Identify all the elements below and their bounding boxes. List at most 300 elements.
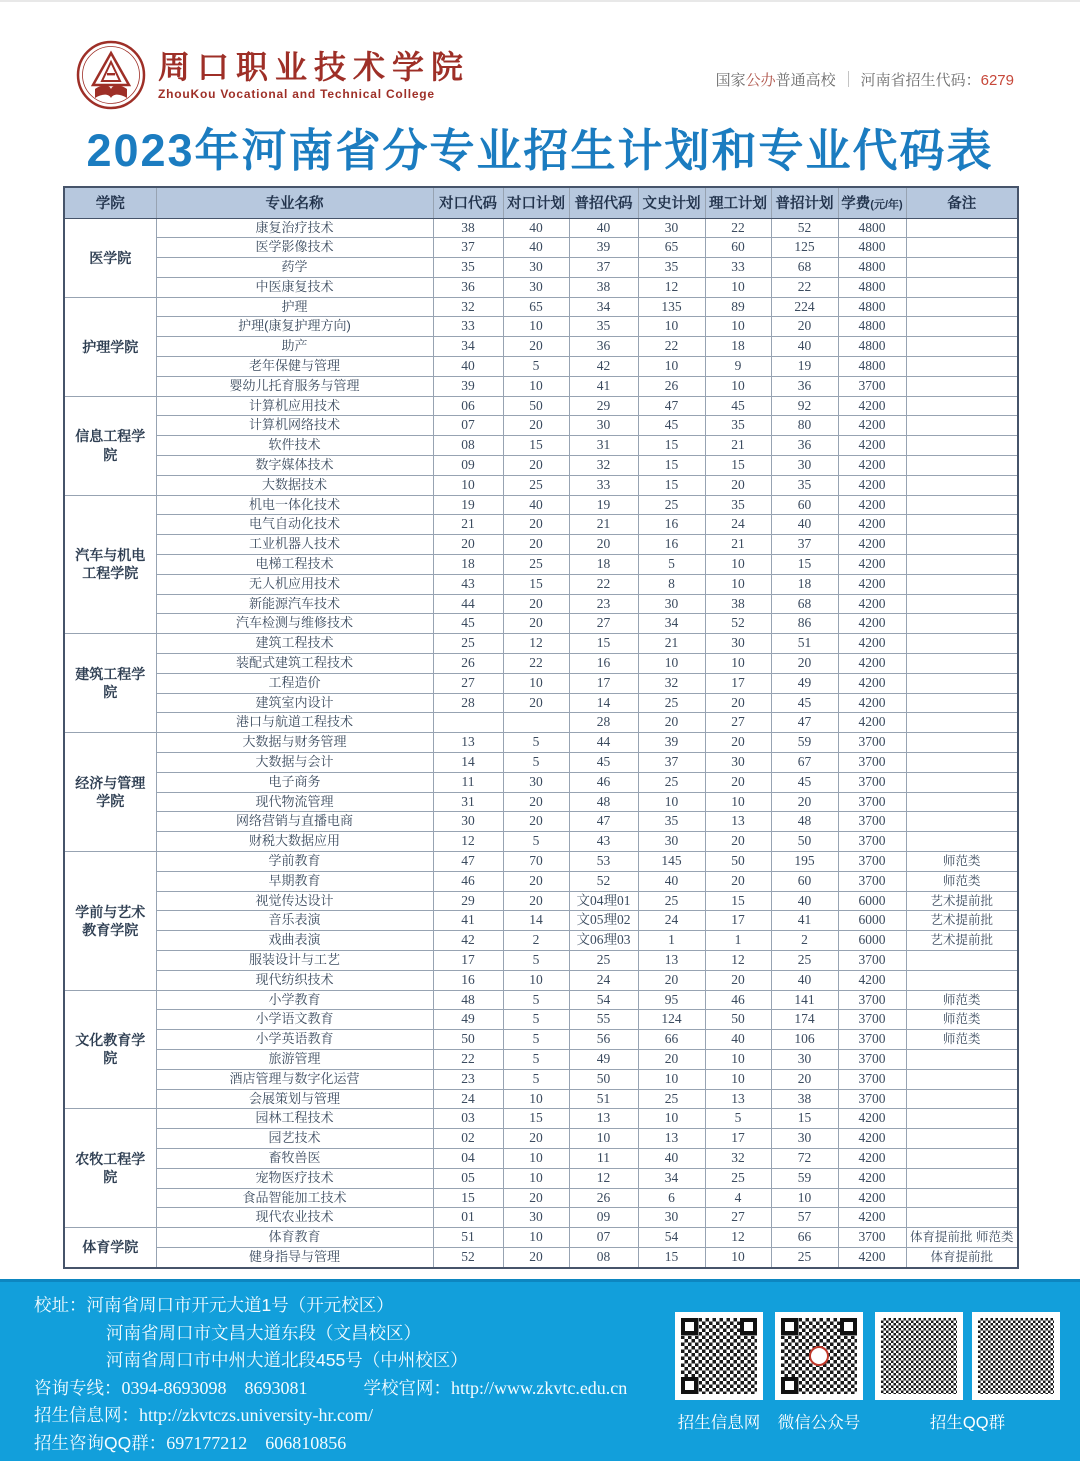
duikou-code: 07 <box>433 416 503 436</box>
wenshi-plan: 13 <box>638 1129 705 1149</box>
table-row <box>64 931 1018 951</box>
wenshi-plan: 30 <box>638 594 705 614</box>
duikou-code: 01 <box>433 1208 503 1228</box>
major-name: 护理(康复护理方向) <box>156 317 433 337</box>
wenshi-plan: 40 <box>638 1148 705 1168</box>
puzhao-code: 08 <box>569 1247 638 1267</box>
ligong-plan: 20 <box>705 832 771 852</box>
puzhao-plan: 15 <box>771 555 838 575</box>
major-name: 汽车检测与维修技术 <box>156 614 433 634</box>
remark <box>906 792 1018 812</box>
duikou-plan: 5 <box>503 753 569 773</box>
tuition: 4200 <box>838 634 906 654</box>
tuition: 4200 <box>838 456 906 476</box>
duikou-plan: 15 <box>503 436 569 456</box>
duikou-code: 38 <box>433 218 503 238</box>
table-row <box>64 416 1018 436</box>
remark <box>906 713 1018 733</box>
tuition: 3700 <box>838 792 906 812</box>
qr-group-admissions-site <box>675 1312 763 1433</box>
puzhao-plan: 10 <box>771 1188 838 1208</box>
duikou-plan: 12 <box>503 634 569 654</box>
duikou-plan: 10 <box>503 1089 569 1109</box>
ligong-plan: 21 <box>705 436 771 456</box>
major-name: 畜牧兽医 <box>156 1148 433 1168</box>
puzhao-plan: 51 <box>771 634 838 654</box>
duikou-code: 37 <box>433 238 503 258</box>
tuition: 3700 <box>838 990 906 1010</box>
table-row <box>64 693 1018 713</box>
ligong-plan: 21 <box>705 535 771 555</box>
puzhao-code: 23 <box>569 594 638 614</box>
remark <box>906 218 1018 238</box>
table-row <box>64 1168 1018 1188</box>
duikou-plan: 5 <box>503 1010 569 1030</box>
remark <box>906 258 1018 278</box>
duikou-plan: 14 <box>503 911 569 931</box>
duikou-code: 04 <box>433 1148 503 1168</box>
wenshi-plan: 145 <box>638 852 705 872</box>
table-row <box>64 911 1018 931</box>
table-row <box>64 317 1018 337</box>
college-name: 周口职业技术学院 <box>158 48 471 85</box>
tuition: 4200 <box>838 713 906 733</box>
table-row <box>64 1228 1018 1248</box>
table-row <box>64 654 1018 674</box>
puzhao-plan: 47 <box>771 713 838 733</box>
wenshi-plan: 65 <box>638 238 705 258</box>
table-row <box>64 297 1018 317</box>
remark <box>906 238 1018 258</box>
plan-table <box>63 186 1019 1269</box>
tuition: 4800 <box>838 297 906 317</box>
major-name: 工程造价 <box>156 673 433 693</box>
duikou-plan: 20 <box>503 614 569 634</box>
column-header: 备注 <box>906 187 1018 219</box>
remark <box>906 1168 1018 1188</box>
remark <box>906 832 1018 852</box>
puzhao-code: 文05理02 <box>569 911 638 931</box>
major-name: 网络营销与直播电商 <box>156 812 433 832</box>
puzhao-plan: 57 <box>771 1208 838 1228</box>
column-header: 专业名称 <box>156 187 433 219</box>
tuition: 4200 <box>838 1129 906 1149</box>
puzhao-plan: 59 <box>771 733 838 753</box>
college-cell: 汽车与机电工程学院 <box>64 495 156 634</box>
tuition: 4200 <box>838 436 906 456</box>
ligong-plan: 27 <box>705 713 771 733</box>
puzhao-plan: 19 <box>771 357 838 377</box>
wenshi-plan: 26 <box>638 376 705 396</box>
puzhao-plan: 59 <box>771 1168 838 1188</box>
duikou-plan: 22 <box>503 654 569 674</box>
tuition: 4200 <box>838 673 906 693</box>
puzhao-plan: 30 <box>771 1129 838 1149</box>
table-row <box>64 1069 1018 1089</box>
table-row <box>64 1148 1018 1168</box>
puzhao-code: 50 <box>569 1069 638 1089</box>
puzhao-plan: 49 <box>771 673 838 693</box>
puzhao-code: 18 <box>569 555 638 575</box>
major-name: 建筑工程技术 <box>156 634 433 654</box>
header-badges <box>716 69 1014 90</box>
wenshi-plan: 35 <box>638 812 705 832</box>
puzhao-code: 38 <box>569 277 638 297</box>
puzhao-code: 51 <box>569 1089 638 1109</box>
ligong-plan: 45 <box>705 396 771 416</box>
duikou-code: 30 <box>433 812 503 832</box>
remark <box>906 337 1018 357</box>
duikou-code: 18 <box>433 555 503 575</box>
qr-admissions-site-icon <box>675 1312 763 1400</box>
puzhao-code: 54 <box>569 990 638 1010</box>
puzhao-plan: 224 <box>771 297 838 317</box>
puzhao-plan: 80 <box>771 416 838 436</box>
tuition: 6000 <box>838 931 906 951</box>
major-name: 计算机应用技术 <box>156 396 433 416</box>
wenshi-plan: 21 <box>638 634 705 654</box>
ligong-plan: 10 <box>705 1247 771 1267</box>
puzhao-code: 07 <box>569 1228 638 1248</box>
remark <box>906 357 1018 377</box>
remark <box>906 574 1018 594</box>
badge-public-school: 国家公办普通高校 <box>715 71 836 89</box>
puzhao-plan: 40 <box>771 970 838 990</box>
duikou-code: 15 <box>433 1188 503 1208</box>
duikou-code: 13 <box>433 733 503 753</box>
tuition: 4800 <box>838 357 906 377</box>
tuition: 4200 <box>838 1188 906 1208</box>
puzhao-plan: 25 <box>771 950 838 970</box>
duikou-plan: 20 <box>503 416 569 436</box>
table-row <box>64 238 1018 258</box>
duikou-code: 45 <box>433 614 503 634</box>
major-name: 装配式建筑工程技术 <box>156 654 433 674</box>
puzhao-plan: 68 <box>771 258 838 278</box>
ligong-plan: 40 <box>705 1030 771 1050</box>
puzhao-code: 49 <box>569 1049 638 1069</box>
wenshi-plan: 15 <box>638 475 705 495</box>
duikou-code: 50 <box>433 1030 503 1050</box>
remark <box>906 1148 1018 1168</box>
remark <box>906 753 1018 773</box>
duikou-code: 25 <box>433 634 503 654</box>
ligong-plan: 10 <box>705 277 771 297</box>
address-line-2: 河南省周口市文昌大道东段（文昌校区） <box>106 1322 421 1343</box>
duikou-code: 35 <box>433 258 503 278</box>
ligong-plan: 35 <box>705 416 771 436</box>
puzhao-code: 29 <box>569 396 638 416</box>
puzhao-plan: 18 <box>771 574 838 594</box>
puzhao-code: 31 <box>569 436 638 456</box>
duikou-plan: 10 <box>503 1148 569 1168</box>
ligong-plan: 89 <box>705 297 771 317</box>
puzhao-plan: 36 <box>771 436 838 456</box>
major-name: 新能源汽车技术 <box>156 594 433 614</box>
table-row <box>64 475 1018 495</box>
puzhao-code: 21 <box>569 515 638 535</box>
remark <box>906 475 1018 495</box>
remark: 体育提前批 <box>906 1247 1018 1267</box>
tuition: 4200 <box>838 475 906 495</box>
duikou-plan: 10 <box>503 1228 569 1248</box>
wenshi-plan: 30 <box>638 832 705 852</box>
table-row <box>64 852 1018 872</box>
ligong-plan: 1 <box>705 931 771 951</box>
duikou-plan: 40 <box>503 238 569 258</box>
wenshi-plan: 12 <box>638 277 705 297</box>
duikou-plan: 10 <box>503 673 569 693</box>
tuition: 3700 <box>838 812 906 832</box>
ligong-plan: 10 <box>705 555 771 575</box>
column-header: 理工计划 <box>705 187 771 219</box>
remark <box>906 1129 1018 1149</box>
tuition: 6000 <box>838 891 906 911</box>
puzhao-code: 55 <box>569 1010 638 1030</box>
remark: 艺术提前批 <box>906 911 1018 931</box>
header-row <box>64 187 1018 219</box>
wenshi-plan: 15 <box>638 456 705 476</box>
puzhao-code: 36 <box>569 337 638 357</box>
tuition: 4200 <box>838 416 906 436</box>
table-row <box>64 1208 1018 1228</box>
wenshi-plan: 10 <box>638 792 705 812</box>
duikou-plan: 5 <box>503 1069 569 1089</box>
puzhao-code: 15 <box>569 634 638 654</box>
table-row <box>64 753 1018 773</box>
duikou-plan: 5 <box>503 1030 569 1050</box>
duikou-plan: 30 <box>503 258 569 278</box>
duikou-code: 08 <box>433 436 503 456</box>
tuition: 4800 <box>838 277 906 297</box>
tuition: 3700 <box>838 1010 906 1030</box>
table-row <box>64 1188 1018 1208</box>
major-name: 婴幼儿托育服务与管理 <box>156 376 433 396</box>
duikou-plan: 5 <box>503 990 569 1010</box>
remark <box>906 594 1018 614</box>
column-header: 文史计划 <box>638 187 705 219</box>
puzhao-plan: 68 <box>771 594 838 614</box>
ligong-plan: 10 <box>705 317 771 337</box>
table-row <box>64 1010 1018 1030</box>
puzhao-code: 33 <box>569 475 638 495</box>
ligong-plan: 17 <box>705 911 771 931</box>
duikou-code: 52 <box>433 1247 503 1267</box>
major-name: 大数据与财务管理 <box>156 733 433 753</box>
wenshi-plan: 15 <box>638 436 705 456</box>
ligong-plan: 27 <box>705 1208 771 1228</box>
wenshi-plan: 20 <box>638 970 705 990</box>
major-name: 建筑室内设计 <box>156 693 433 713</box>
duikou-plan: 2 <box>503 931 569 951</box>
duikou-code: 47 <box>433 852 503 872</box>
table-row <box>64 891 1018 911</box>
duikou-code: 33 <box>433 317 503 337</box>
puzhao-code: 44 <box>569 733 638 753</box>
major-name: 电子商务 <box>156 772 433 792</box>
major-name: 学前教育 <box>156 852 433 872</box>
college-logo-icon <box>76 40 146 110</box>
hotline-label: 咨询专线： <box>34 1377 122 1398</box>
puzhao-code: 41 <box>569 376 638 396</box>
qq-numbers: 697177212 606810856 <box>166 1432 347 1453</box>
qr-label-wechat: 微信公众号 <box>777 1414 861 1432</box>
wenshi-plan: 15 <box>638 1247 705 1267</box>
remark: 艺术提前批 <box>906 891 1018 911</box>
ligong-plan: 24 <box>705 515 771 535</box>
ligong-plan: 12 <box>705 950 771 970</box>
ligong-plan: 4 <box>705 1188 771 1208</box>
puzhao-code: 13 <box>569 1109 638 1129</box>
major-name: 小学教育 <box>156 990 433 1010</box>
major-name: 现代物流管理 <box>156 792 433 812</box>
table-row <box>64 515 1018 535</box>
remark <box>906 515 1018 535</box>
hotline-line <box>34 1375 627 1403</box>
puzhao-code: 32 <box>569 456 638 476</box>
major-name: 小学英语教育 <box>156 1030 433 1050</box>
table-row <box>64 594 1018 614</box>
college-cell: 医学院 <box>64 218 156 297</box>
wenshi-plan: 66 <box>638 1030 705 1050</box>
duikou-plan: 10 <box>503 970 569 990</box>
major-name: 园林工程技术 <box>156 1109 433 1129</box>
duikou-plan: 20 <box>503 871 569 891</box>
duikou-plan: 20 <box>503 456 569 476</box>
wenshi-plan: 135 <box>638 297 705 317</box>
remark <box>906 1069 1018 1089</box>
wenshi-plan: 47 <box>638 396 705 416</box>
duikou-plan <box>503 713 569 733</box>
ligong-plan: 9 <box>705 357 771 377</box>
wenshi-plan: 10 <box>638 654 705 674</box>
remark <box>906 1089 1018 1109</box>
major-name: 计算机网络技术 <box>156 416 433 436</box>
major-name: 助产 <box>156 337 433 357</box>
table-row <box>64 614 1018 634</box>
remark: 师范类 <box>906 871 1018 891</box>
footer <box>0 1279 1080 1461</box>
puzhao-plan: 38 <box>771 1089 838 1109</box>
tuition: 4200 <box>838 614 906 634</box>
ligong-plan: 10 <box>705 376 771 396</box>
table-row <box>64 950 1018 970</box>
tuition: 4200 <box>838 535 906 555</box>
wenshi-plan: 25 <box>638 495 705 515</box>
table-row <box>64 337 1018 357</box>
wenshi-plan: 22 <box>638 337 705 357</box>
duikou-code: 22 <box>433 1049 503 1069</box>
wenshi-plan: 10 <box>638 317 705 337</box>
wenshi-plan: 1 <box>638 931 705 951</box>
puzhao-plan: 40 <box>771 515 838 535</box>
puzhao-plan: 40 <box>771 337 838 357</box>
major-name: 药学 <box>156 258 433 278</box>
ligong-plan: 32 <box>705 1148 771 1168</box>
college-cell: 护理学院 <box>64 297 156 396</box>
duikou-code: 03 <box>433 1109 503 1129</box>
puzhao-plan: 40 <box>771 891 838 911</box>
puzhao-plan: 141 <box>771 990 838 1010</box>
remark <box>906 317 1018 337</box>
ligong-plan: 5 <box>705 1109 771 1129</box>
puzhao-code: 12 <box>569 1168 638 1188</box>
wenshi-plan: 13 <box>638 950 705 970</box>
qq-label: 招生咨询QQ群： <box>34 1432 167 1453</box>
remark <box>906 614 1018 634</box>
duikou-plan: 20 <box>503 594 569 614</box>
ligong-plan: 17 <box>705 1129 771 1149</box>
tuition: 4200 <box>838 396 906 416</box>
major-name: 食品智能加工技术 <box>156 1188 433 1208</box>
tuition: 3700 <box>838 950 906 970</box>
tuition: 3700 <box>838 871 906 891</box>
ligong-plan: 25 <box>705 1168 771 1188</box>
duikou-code: 02 <box>433 1129 503 1149</box>
tuition: 3700 <box>838 1030 906 1050</box>
hotline-numbers: 0394-8693098 8693081 <box>121 1377 308 1398</box>
wenshi-plan: 5 <box>638 555 705 575</box>
puzhao-plan: 106 <box>771 1030 838 1050</box>
remark: 师范类 <box>906 1030 1018 1050</box>
ligong-plan: 12 <box>705 1228 771 1248</box>
table-row <box>64 792 1018 812</box>
puzhao-plan: 125 <box>771 238 838 258</box>
table-row <box>64 396 1018 416</box>
qr-group-wechat <box>775 1312 863 1433</box>
ligong-plan: 20 <box>705 871 771 891</box>
tuition: 4200 <box>838 555 906 575</box>
table-row <box>64 1109 1018 1129</box>
wenshi-plan: 10 <box>638 1069 705 1089</box>
badge-admission-code: 河南省招生代码：6279 <box>860 71 1014 89</box>
major-name: 康复治疗技术 <box>156 218 433 238</box>
duikou-code: 42 <box>433 931 503 951</box>
table-row <box>64 673 1018 693</box>
tuition: 4200 <box>838 1168 906 1188</box>
column-header: 学院 <box>64 187 156 219</box>
duikou-plan: 25 <box>503 555 569 575</box>
table-row <box>64 1247 1018 1267</box>
table-row <box>64 1030 1018 1050</box>
wenshi-plan: 25 <box>638 772 705 792</box>
duikou-code: 17 <box>433 950 503 970</box>
puzhao-code: 28 <box>569 713 638 733</box>
ligong-plan: 20 <box>705 733 771 753</box>
qr-wechat-icon <box>775 1312 863 1400</box>
duikou-plan: 40 <box>503 218 569 238</box>
major-name: 老年保健与管理 <box>156 357 433 377</box>
major-name: 电气自动化技术 <box>156 515 433 535</box>
puzhao-code: 10 <box>569 1129 638 1149</box>
duikou-code: 43 <box>433 574 503 594</box>
duikou-plan: 20 <box>503 891 569 911</box>
duikou-code: 36 <box>433 277 503 297</box>
remark <box>906 535 1018 555</box>
ligong-plan: 10 <box>705 1049 771 1069</box>
remark <box>906 733 1018 753</box>
wenshi-plan: 32 <box>638 673 705 693</box>
badge-divider <box>848 71 849 87</box>
duikou-code: 41 <box>433 911 503 931</box>
major-name: 戏曲表演 <box>156 931 433 951</box>
table-row <box>64 376 1018 396</box>
duikou-plan: 20 <box>503 337 569 357</box>
duikou-code: 26 <box>433 654 503 674</box>
puzhao-plan: 67 <box>771 753 838 773</box>
major-name: 财税大数据应用 <box>156 832 433 852</box>
puzhao-code: 34 <box>569 297 638 317</box>
